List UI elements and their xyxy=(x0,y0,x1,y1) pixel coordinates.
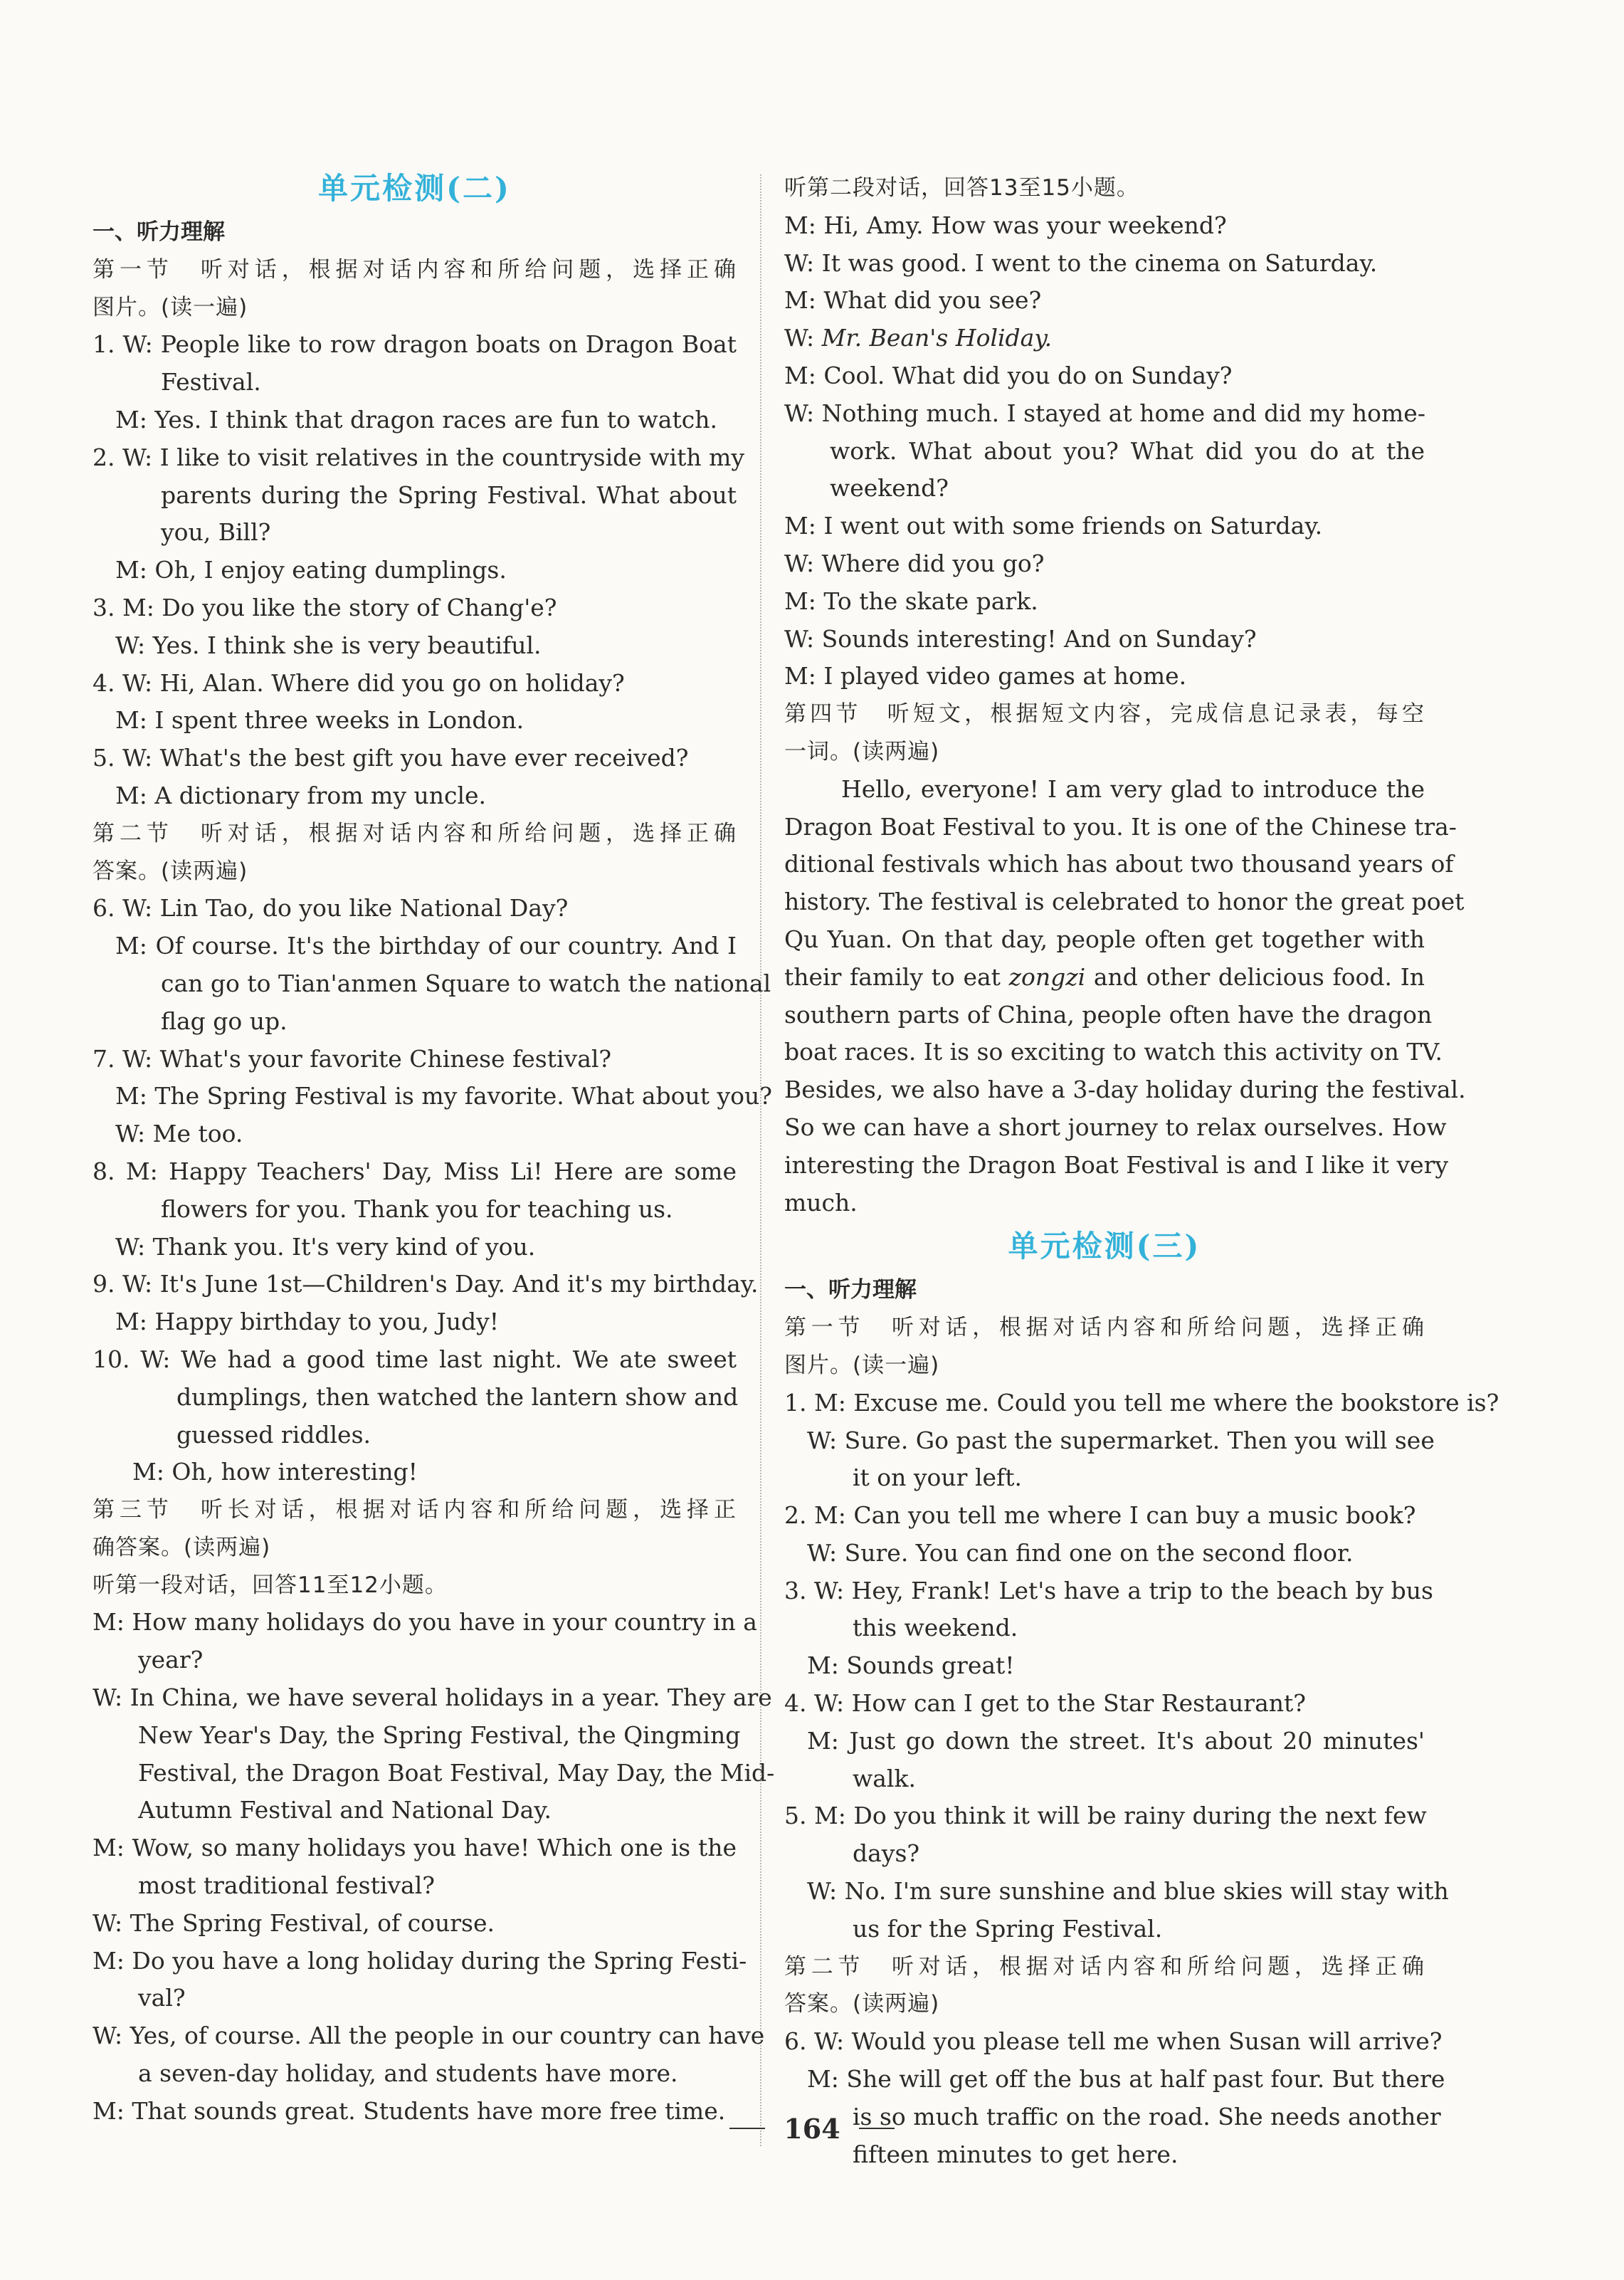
part-listening-heading: 一、听力理解 xyxy=(93,219,225,245)
dialogue-line: 8. M: Happy Teachers' Day, Miss Li! Here are some xyxy=(93,1157,737,1185)
section-3-dialogue-1-intro: 听第一段对话，回答11至12小题。 xyxy=(93,1572,448,1598)
section-1-instruction: 第一节 听对话，根据对话内容和所给问题，选择正确 xyxy=(784,1315,1425,1341)
dialogue-line: W: Me too. xyxy=(115,1120,243,1148)
dialogue-line: W: Where did you go? xyxy=(784,549,1045,577)
passage-line: boat races. It is so exciting to watch this activity on TV. xyxy=(784,1038,1443,1066)
section-1-instruction-cont: 图片。(读一遍) xyxy=(93,294,248,320)
dialogue-line xyxy=(784,320,1425,357)
dialogue-line: W: Yes. I think she is very beautiful. xyxy=(115,631,542,659)
dialogue-line: 6. W: Lin Tao, do you like National Day? xyxy=(93,894,569,923)
section-4-instruction: 第四节 听短文，根据短文内容，完成信息记录表，每空 xyxy=(784,701,1425,727)
dialogue-line: W: Thank you. It's very kind of you. xyxy=(115,1232,536,1261)
passage-line: Hello, everyone! I am very glad to introduce the xyxy=(841,774,1425,803)
column-divider xyxy=(760,174,761,2146)
dialogue-line: weekend? xyxy=(830,474,949,503)
dialogue-line: W: No. I'm sure sunshine and blue skies will stay with xyxy=(807,1877,1449,1906)
dialogue-line: 4. W: How can I get to the Star Restaurant? xyxy=(784,1689,1306,1718)
dialogue-line: W: Sure. You can find one on the second floor. xyxy=(807,1538,1354,1567)
dialogue-line: M: Do you have a long holiday during the Spring Festi- xyxy=(93,1946,747,1975)
passage-line: Dragon Boat Festival to you. It is one of the Chinese tra- xyxy=(784,812,1457,841)
dialogue-line: New Year's Day, the Spring Festival, the Qingming xyxy=(138,1720,741,1749)
dialogue-line: 5. W: What's the best gift you have ever received? xyxy=(93,744,689,772)
dialogue-line: Festival, the Dragon Boat Festival, May Day, the Mid- xyxy=(138,1758,775,1787)
dialogue-line: days? xyxy=(853,1839,920,1868)
dialogue-line: 6. W: Would you please tell me when Susan will arrive? xyxy=(784,2027,1443,2056)
movie-title: Mr. Bean's Holiday. xyxy=(821,324,1053,352)
dialogue-line: M: Oh, how interesting! xyxy=(132,1458,418,1486)
passage-line: southern parts of China, people often have the dragon xyxy=(784,1000,1433,1029)
passage-line: interesting the Dragon Boat Festival is and I like it very xyxy=(784,1150,1449,1179)
dialogue-line: 1. M: Excuse me. Could you tell me where the bookstore is? xyxy=(784,1388,1499,1417)
dialogue-line: M: Yes. I think that dragon races are fun to watch. xyxy=(115,405,717,434)
dialogue-line: M: Just go down the street. It's about 20 minutes' xyxy=(807,1726,1425,1755)
dialogue-line: W: Sure. Go past the supermarket. Then you will see xyxy=(807,1426,1435,1454)
dialogue-line: year? xyxy=(138,1646,204,1674)
dialogue-line: M: Wow, so many holidays you have! Which one is the xyxy=(93,1834,737,1862)
dialogue-line: flowers for you. Thank you for teaching us. xyxy=(161,1194,673,1223)
dialogue-line: W: Nothing much. I stayed at home and did my home- xyxy=(784,399,1425,427)
dialogue-line: 7. W: What's your favorite Chinese festival? xyxy=(93,1044,612,1073)
section-3-instruction-cont: 确答案。(读两遍) xyxy=(93,1534,271,1560)
dialogue-line: 2. W: I like to visit relatives in the countryside with my xyxy=(93,443,745,471)
left-column xyxy=(93,164,775,2131)
dialogue-line: 3. M: Do you like the story of Chang'e? xyxy=(93,593,557,621)
dialogue-line: fifteen minutes to get here. xyxy=(853,2140,1179,2168)
dialogue-line: walk. xyxy=(853,1764,916,1792)
dialogue-line: M: A dictionary from my uncle. xyxy=(115,781,487,809)
dialogue-line: you, Bill? xyxy=(161,518,271,547)
passage-line: Besides, we also have a 3-day holiday during the festival. xyxy=(784,1076,1466,1104)
section-2-instruction: 第二节 听对话，根据对话内容和所给问题，选择正确 xyxy=(784,1953,1425,1980)
dialogue-line: a seven-day holiday, and students have more. xyxy=(138,2059,678,2088)
dialogue-line: M: Cool. What did you do on Sunday? xyxy=(784,361,1233,389)
passage-italic-word: zongzi xyxy=(1008,962,1086,991)
dialogue-line: this weekend. xyxy=(853,1614,1018,1642)
unit-test-2-title: 单元检测(二) xyxy=(318,171,511,206)
section-1-instruction: 第一节 听对话，根据对话内容和所给问题，选择正确 xyxy=(93,256,737,283)
section-1-instruction-cont: 图片。(读一遍) xyxy=(784,1352,940,1378)
dialogue-line: 1. W: People like to row dragon boats on Dragon Boat xyxy=(93,330,737,359)
dialogue-line: M: She will get off the bus at half past four. But there xyxy=(807,2065,1445,2093)
dialogue-line: M: Oh, I enjoy eating dumplings. xyxy=(115,556,507,584)
dialogue-line: can go to Tian'anmen Square to watch the national xyxy=(161,969,771,997)
dialogue-line: 2. M: Can you tell me where I can buy a music book? xyxy=(784,1501,1416,1530)
dialogue-line: parents during the Spring Festival. What about xyxy=(161,480,737,509)
dialogue-line: M: What did you see? xyxy=(784,286,1042,315)
unit-test-3-title: 单元检测(三) xyxy=(1008,1229,1201,1264)
dialogue-line: Festival. xyxy=(161,368,261,396)
dialogue-line: val? xyxy=(138,1984,186,2012)
dialogue-line: W: It was good. I went to the cinema on Saturday. xyxy=(784,248,1378,277)
passage-text: their family to eat xyxy=(784,962,1009,991)
dialogue-line: W: In China, we have several holidays in a year. They are xyxy=(93,1683,772,1712)
dialogue-line: 10. W: We had a good time last night. We ate sweet xyxy=(93,1345,737,1373)
dialogue-line: M: To the skate park. xyxy=(784,587,1038,615)
dialogue-line: W: Yes, of course. All the people in our country can have xyxy=(93,2022,765,2050)
dialogue-line: M: I played video games at home. xyxy=(784,662,1187,690)
page-footer xyxy=(0,2107,1624,2150)
dialogue-line: work. What about you? What did you do at the xyxy=(830,436,1425,465)
section-2-instruction-cont: 答案。(读两遍) xyxy=(784,1991,940,2017)
dialogue-line: 9. W: It's June 1st—Children's Day. And it's my birthday. xyxy=(93,1270,759,1298)
passage-line: much. xyxy=(784,1188,858,1217)
passage-line: So we can have a short journey to relax ourselves. How xyxy=(784,1113,1447,1141)
passage-line: ditional festivals which has about two thousand years of xyxy=(784,850,1454,878)
speaker-label: W: xyxy=(784,324,822,352)
dialogue-line: flag go up. xyxy=(161,1007,288,1035)
page-number: 164 xyxy=(784,2112,840,2145)
footer-dash xyxy=(859,2128,895,2129)
section-4-instruction-cont: 一词。(读两遍) xyxy=(784,738,940,765)
dialogue-line: W: Sounds interesting! And on Sunday? xyxy=(784,624,1257,653)
dialogue-line: is so much traffic on the road. She needs another xyxy=(853,2102,1441,2131)
section-2-instruction-cont: 答案。(读两遍) xyxy=(93,858,248,884)
passage-text: and other delicious food. In xyxy=(1085,962,1425,991)
section-3-instruction: 第三节 听长对话，根据对话内容和所给问题，选择正 xyxy=(93,1497,737,1523)
passage-line: Qu Yuan. On that day, people often get together with xyxy=(784,925,1425,953)
section-3-dialogue-2-intro: 听第二段对话，回答13至15小题。 xyxy=(784,175,1139,201)
dialogue-line: M: How many holidays do you have in your country in a xyxy=(93,1608,757,1637)
dialogue-line: M: Hi, Amy. How was your weekend? xyxy=(784,211,1227,239)
dialogue-line: M: I spent three weeks in London. xyxy=(115,706,524,735)
dialogue-line: M: I went out with some friends on Saturday. xyxy=(784,512,1323,540)
dialogue-line: M: Sounds great! xyxy=(807,1651,1015,1680)
dialogue-line: 3. W: Hey, Frank! Let's have a trip to the beach by bus xyxy=(784,1576,1433,1604)
dialogue-line: M: That sounds great. Students have more free time. xyxy=(93,2096,726,2125)
dialogue-line: 5. M: Do you think it will be rainy during the next few xyxy=(784,1802,1427,1830)
right-column xyxy=(784,169,1499,2173)
dialogue-line: Autumn Festival and National Day. xyxy=(138,1796,552,1824)
footer-dash xyxy=(729,2128,765,2129)
dialogue-line: it on your left. xyxy=(853,1464,1022,1492)
dialogue-line: M: The Spring Festival is my favorite. What about you? xyxy=(115,1082,772,1110)
dialogue-line: M: Of course. It's the birthday of our country. And I xyxy=(115,932,737,960)
passage-line: history. The festival is celebrated to honor the great poet xyxy=(784,888,1465,916)
dialogue-line: us for the Spring Festival. xyxy=(853,1914,1163,1943)
dialogue-line: W: The Spring Festival, of course. xyxy=(93,1908,495,1937)
dialogue-line: dumplings, then watched the lantern show and xyxy=(176,1382,739,1411)
dialogue-line: 4. W: Hi, Alan. Where did you go on holiday? xyxy=(93,668,625,697)
dialogue-line: guessed riddles. xyxy=(176,1420,371,1449)
dialogue-line: most traditional festival? xyxy=(138,1871,435,1900)
part-listening-heading: 一、听力理解 xyxy=(784,1277,917,1303)
passage-line xyxy=(784,959,1425,997)
dialogue-line: M: Happy birthday to you, Judy! xyxy=(115,1308,500,1336)
section-2-instruction: 第二节 听对话，根据对话内容和所给问题，选择正确 xyxy=(93,820,737,846)
